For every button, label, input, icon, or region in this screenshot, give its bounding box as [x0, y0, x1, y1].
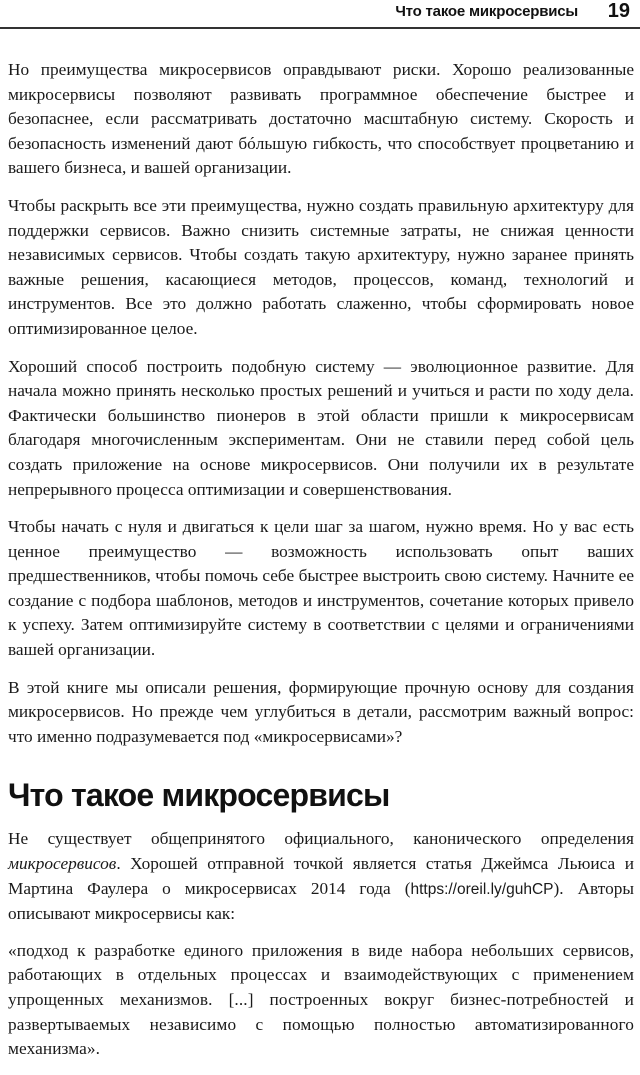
header-rule	[0, 27, 640, 29]
page-number: 19	[607, 0, 630, 22]
paragraph-2: Чтобы раскрыть все эти преимущества, нужно создать правильную архитектуру для поддержки сервисов. Важно снизить системные затраты, не снижая ценности независимых сервисов. Чтобы создать такую архитектуру, нужно заранее принять важные решения, касающиеся методов, процессов, команд, технологий и инструментов. Все это должно работать слаженно, чтобы сформировать новое оптимизированное целое.	[8, 195, 634, 338]
intro-text-middle: . Хорошей отправной точкой является статья Джеймса Льюиса и Мартина Фаулера о микросервисах 2014 года (	[8, 854, 634, 898]
paragraph-5: В этой книге мы описали решения, формирующие прочную основу для создания микросервисов. Но прежде чем углубиться в детали, рассмотрим важный вопрос: что именно подразумевается под «микросервисами»?	[8, 677, 634, 746]
paragraph-4: Чтобы начать с нуля и двигаться к цели шаг за шагом, нужно время. Но у вас есть ценное преимущество — возможность использовать опыт ваших предшественников, чтобы помочь себе быстрее выстроить свою систему. Начните ее создание с подбора шаблонов, методов и инструментов, сочетание которых привело к успеху. Затем оптимизируйте систему в соответствии с целями и ограничениями вашей организации.	[8, 517, 634, 660]
section-intro-paragraph	[8, 827, 634, 926]
intro-text-start: Не существует общепринятого официального, канонического определения	[8, 829, 634, 849]
article-link[interactable]: https://oreil.ly/guhCP	[410, 880, 554, 898]
intro-text-end: ). Авторы описывают микросервисы как:	[8, 878, 634, 924]
intro-emphasis: микросервисов	[8, 854, 117, 874]
running-head-title: Что такое микросервисы	[395, 3, 578, 20]
paragraph-1: Но преимущества микросервисов оправдывают риски. Хорошо реализованные микросервисы позволяют развивать программное обеспечение быстрее и безопаснее, если рассматривать достаточно масштабную систему. Скорость и безопасность изменений дают бóльшую гибкость, что способствует процветанию и вашего бизнеса, и вашей организации.	[8, 60, 634, 178]
page-body	[8, 58, 634, 1075]
running-header	[0, 0, 640, 34]
paragraph-3: Хороший способ построить подобную систему — эволюционное развитие. Для начала можно принять несколько простых решений и учиться и расти по ходу дела. Фактически большинство пионеров в этой области пришли к микросервисам благодаря многочисленным экспериментам. Они не ставили перед собой цель создать приложение на основе микросервисов. Они получили их в результате непрерывного процесса оптимизации и совершенствования.	[8, 356, 634, 499]
block-quote: «подход к разработке единого приложения в виде набора небольших сервисов, работающих в отдельных процессах и взаимодействующих с применением упрощенных механизмов. [...] построенных вокруг бизнес-потребностей и развертываемых независимо с помощью полностью автоматизированного механизма».	[8, 940, 634, 1059]
section-heading: Что такое микросервисы	[8, 777, 390, 814]
